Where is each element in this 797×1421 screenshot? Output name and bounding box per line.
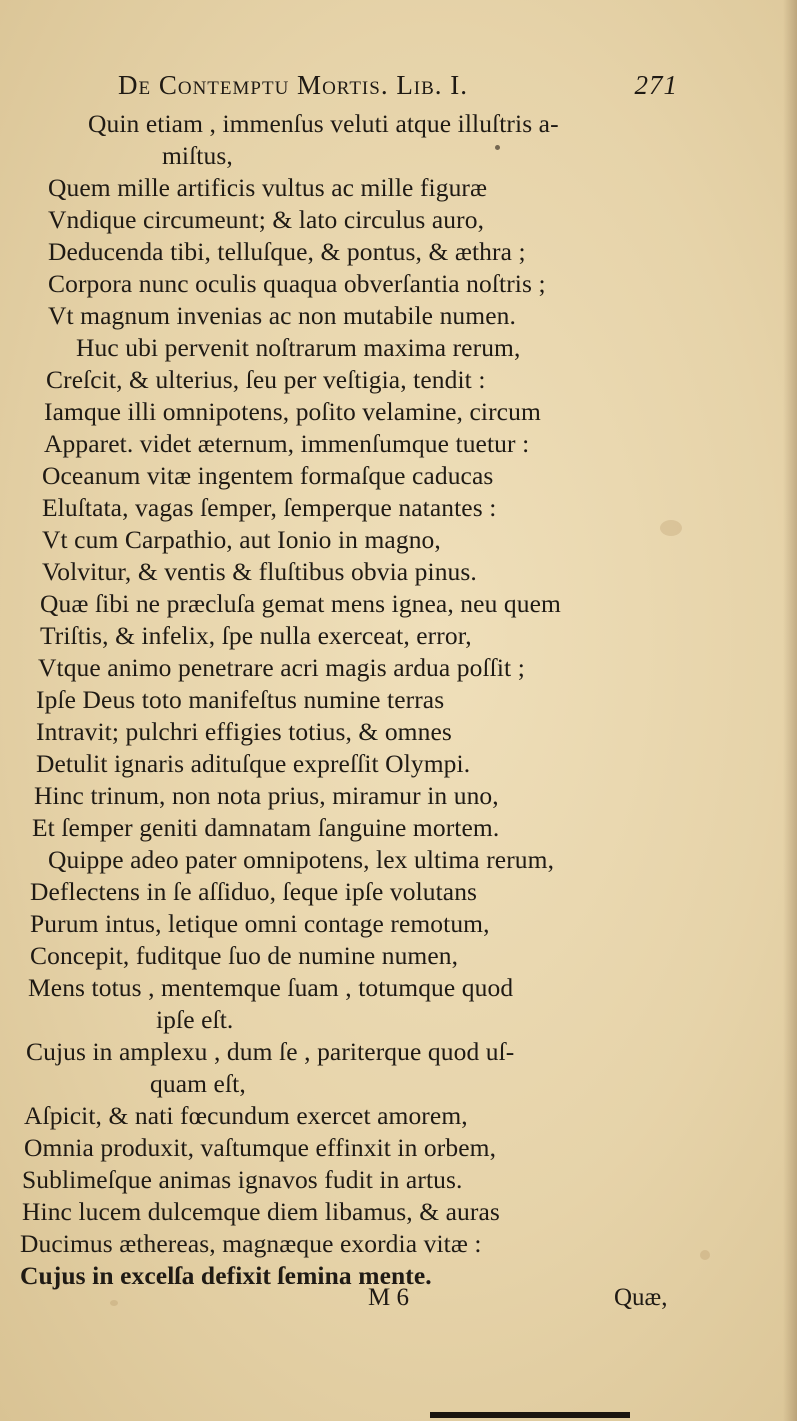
verse-line: Sublimeſque animas ignavos fudit in artus. <box>22 1165 463 1194</box>
verse-line: Ducimus æthereas, magnæque exordia vitæ : <box>20 1229 482 1258</box>
verse-line: Mens totus , mentemque ſuam , totumque quod <box>28 973 514 1002</box>
verse-line-continuation: quam eſt, <box>150 1069 246 1098</box>
verse-line: Vndique circumeunt; & lato circulus auro, <box>48 205 485 234</box>
foxing-spot <box>660 520 682 536</box>
verse-line: Vt cum Carpathio, aut Ionio in magno, <box>42 525 441 554</box>
page-edge-shadow <box>783 0 797 1421</box>
verse-line: Concepit, fuditque ſuo de numine numen, <box>30 941 459 970</box>
verse-line: Huc ubi pervenit noſtrarum maxima rerum, <box>76 333 521 362</box>
ink-dot <box>495 145 500 150</box>
signature-mark: M 6 <box>368 1284 409 1311</box>
verse-line: Hinc lucem dulcemque diem libamus, & auras <box>22 1197 500 1226</box>
verse-line: Quippe adeo pater omnipotens, lex ultima rerum, <box>48 845 555 874</box>
verse-line: Iamque illi omnipotens, poſito velamine, circum <box>44 397 541 426</box>
foxing-spot <box>110 1300 118 1306</box>
verse-line: Cujus in amplexu , dum ſe , pariterque quod uſ- <box>26 1037 515 1066</box>
verse-line: Purum intus, letique omni contage remotum, <box>30 909 490 938</box>
verse-line: Detulit ignaris adituſque expreſſit Olympi. <box>36 749 471 778</box>
running-header <box>118 70 678 106</box>
verse-line: Volvitur, & ventis & fluſtibus obvia pinus. <box>42 557 477 586</box>
verse-line: Quin etiam , immenſus veluti atque illuſtris a- <box>88 109 559 138</box>
verse-line: Apparet. videt æternum, immenſumque tuetur : <box>44 429 530 458</box>
verse-line: Quem mille artificis vultus ac mille figuræ <box>48 173 488 202</box>
catchword: Quæ, <box>614 1284 668 1311</box>
verse-line: Triſtis, & infelix, ſpe nulla exerceat, error, <box>40 621 472 650</box>
verse-line: Cujus in excelſa defixit ſemina mente. <box>20 1261 432 1290</box>
running-title: De Contemptu Mortis. Lib. I. <box>118 70 469 100</box>
verse-line: Deflectens in ſe aſſiduo, ſeque ipſe volutans <box>30 877 478 906</box>
verse-line: Ipſe Deus toto manifeſtus numine terras <box>36 685 445 714</box>
verse-line: Omnia produxit, vaſtumque effinxit in orbem, <box>24 1133 497 1162</box>
verse-line: Vtque animo penetrare acri magis ardua poſſit ; <box>38 653 525 682</box>
verse-line: Aſpicit, & nati fœcundum exercet amorem, <box>24 1101 468 1130</box>
verse-line: Corpora nunc oculis quaqua obverſantia noſtris ; <box>48 269 546 298</box>
bottom-edge-rule <box>430 1412 630 1418</box>
verse-line: Vt magnum invenias ac non mutabile numen. <box>48 301 516 330</box>
verse-line: Intravit; pulchri effigies totius, & omnes <box>36 717 452 746</box>
verse-line: Oceanum vitæ ingentem formaſque caducas <box>42 461 494 490</box>
verse-line: Et ſemper geniti damnatam ſanguine mortem. <box>32 813 500 842</box>
page-number: 271 <box>634 70 678 100</box>
verse-line: Eluſtata, vagas ſemper, ſemperque natantes : <box>42 493 497 522</box>
verse-line-continuation: miſtus, <box>162 141 233 170</box>
verse-line: Hinc trinum, non nota prius, miramur in uno, <box>34 781 499 810</box>
verse-line: Deducenda tibi, telluſque, & pontus, & æthra ; <box>48 237 526 266</box>
foxing-spot <box>700 1250 710 1260</box>
verse-line: Creſcit, & ulterius, ſeu per veſtigia, tendit : <box>46 365 486 394</box>
verse-line: Quæ ſibi ne præcluſa gemat mens ignea, neu quem <box>40 589 561 618</box>
verse-line-continuation: ipſe eſt. <box>156 1005 234 1034</box>
